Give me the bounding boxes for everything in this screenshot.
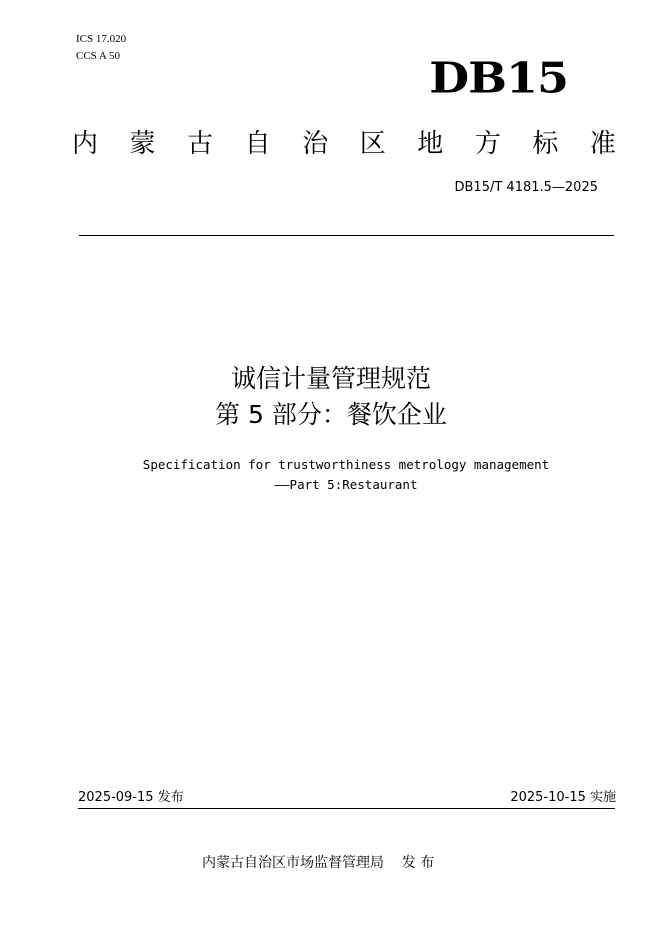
standard-type-char: 方: [474, 129, 501, 159]
document-subtitle-cn: 第 5 部分：餐饮企业: [215, 400, 447, 429]
standard-type-char: 自: [244, 129, 271, 159]
document-title-cn: 诚信计量管理规范: [230, 364, 431, 393]
standard-type-title: [72, 127, 616, 161]
document-title-en: Specification for trustworthiness metrology management: [142, 457, 550, 472]
ccs-code: CCS A 50: [76, 50, 121, 62]
standard-number: DB15/T 4181.5—2025: [454, 180, 598, 195]
db15-logo: DB15: [429, 52, 568, 103]
issue-date: 2025-09-15 发布: [78, 790, 184, 805]
document-subtitle-en: ——Part 5:Restaurant: [274, 477, 418, 492]
implementation-date: 2025-10-15 实施: [510, 790, 616, 805]
ics-code: ICS 17.020: [76, 33, 127, 45]
standard-type-char: 内: [72, 129, 99, 159]
standard-type-char: 区: [359, 129, 386, 159]
standard-type-char: 古: [187, 129, 214, 159]
standard-type-char: 蒙: [129, 129, 156, 159]
bottom-divider: [78, 808, 615, 809]
publisher: 内蒙古自治区市场监督管理局 发 布: [202, 855, 435, 871]
top-divider: [79, 235, 614, 236]
standard-type-char: 准: [589, 129, 616, 159]
standard-type-char: 地: [417, 129, 444, 159]
standard-type-char: 标: [532, 129, 559, 159]
standard-type-char: 治: [302, 129, 329, 159]
